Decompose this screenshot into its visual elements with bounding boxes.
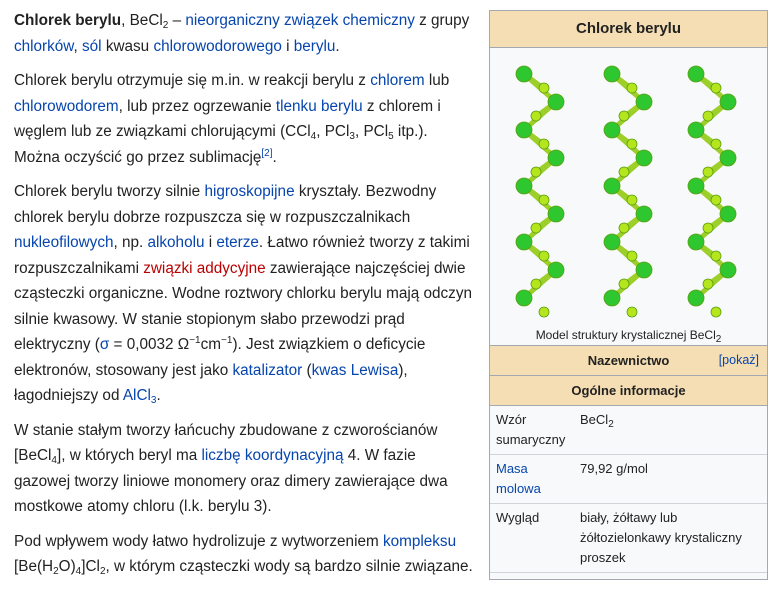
link-hydrochloric[interactable]: chlorowodorowego	[153, 37, 282, 55]
link-chlorides[interactable]: chlorków	[14, 37, 74, 55]
link-ether[interactable]: eterze	[216, 234, 259, 251]
link-hygroscopic[interactable]: higroskopijne	[204, 183, 295, 200]
link-salt[interactable]: sól	[82, 37, 102, 55]
link-complex[interactable]: kompleksu	[382, 532, 457, 550]
infobox	[489, 10, 768, 580]
link-hydrogen-chloride[interactable]: chlorowodorem	[14, 97, 119, 115]
link-chlorine[interactable]: chlorem	[370, 72, 425, 89]
section-general-header: Ogólne informacje	[490, 376, 767, 406]
paragraph-structure: W stanie stałym tworzy łańcuchy zbudowane z czworościanów [BeCl$_4$], w których beryl ma liczbę koordynacyjną 4. W fazie gazowej tworzy liniowe monomery oraz dimery zawierające dwa mostkowe atomy chloru (l.k. berylu 3).	[14, 421, 448, 515]
paragraph-intro: Chlorek berylu, BeCl$_2$ – nieorganiczny związek chemiczny z grupy chlorków, sól kwasu chlorowodorowego i berylu.	[14, 12, 470, 55]
link-sigma[interactable]: σ	[99, 336, 110, 353]
link-catalyst[interactable]: katalizator	[232, 361, 303, 379]
link-lewis-acid[interactable]: kwas Lewisa	[311, 361, 399, 379]
link-alcohol[interactable]: alkoholu	[147, 234, 205, 251]
article-title-bold: Chlorek berylu	[14, 12, 122, 29]
row-value: biały, żółtawy lub żółtozielonkawy krystaliczny proszek	[580, 510, 742, 565]
link-coordination-number[interactable]: liczbę koordynacyjną	[201, 447, 344, 464]
paragraph-synthesis: Chlorek berylu otrzymuje się m.in. w reakcji berylu z chlorem lub chlorowodorem, lub przez ogrzewanie tlenku berylu z chlorem i węglem lub ze związkami chlorującymi (CCl$_4$, PCl$_3$, PCl$_5$ itp.). Można oczyścić go przez sublimację[2].	[14, 72, 450, 166]
reference-link[interactable]: [2]	[261, 147, 273, 159]
link-molar-mass[interactable]: Masa molowa	[496, 461, 541, 496]
link-beryllium-oxide[interactable]: tlenku berylu	[275, 97, 363, 115]
infobox-row-appearance	[490, 504, 767, 573]
infobox-image	[490, 48, 767, 346]
image-caption: Model struktury krystalicznej BeCl$_2$	[535, 328, 722, 345]
paragraph-properties: Chlorek berylu tworzy silnie higroskopijne kryształy. Bezwodny chlorek berylu dobrze rozpuszcza się w rozpuszczalnikach nukleofilowych, np. alkoholu i eterze. Łatwo również tworzy z takimi rozpuszczalnikami związki addycyjne zawierające najczęściej dwie cząsteczki organiczne. Wodne roztwory chlorku berylu mają odczyn silnie kwasowy. W stanie stopionym słabo przewodzi prąd elektryczny (σ = 0,0032 $\Omega^{-1}cm^{-1}$). Jest związkiem o deficycie elektronów, stosowany jest jako katalizator (kwas Lewisa), łagodniejszy od AlCl$_3$.	[14, 183, 472, 406]
article-body	[14, 8, 476, 589]
infobox-title: Chlorek berylu	[490, 11, 767, 48]
row-value: BeCl$_2$	[580, 412, 614, 430]
infobox-row-molar-mass	[490, 455, 767, 504]
section-nomenclature-header: Nazewnictwo [pokaż]	[490, 346, 767, 376]
crystal-structure-image[interactable]	[500, 54, 758, 322]
infobox-row-formula	[490, 406, 767, 455]
link-inorganic-compound[interactable]: nieorganiczny związek chemiczny	[185, 12, 415, 29]
paragraph-hydrolysis: Pod wpływem wody łatwo hydrolizuje z wytworzeniem kompleksu $[Be(H_2O)_4]Cl_2$, w którym cząsteczki wody są bardzo silnie związane.	[14, 532, 473, 577]
link-nucleophilic[interactable]: nukleofilowych	[14, 234, 114, 251]
link-beryllium[interactable]: berylu	[293, 37, 336, 55]
row-label: Wzór sumaryczny	[496, 412, 566, 447]
show-toggle-link[interactable]: [pokaż]	[718, 353, 759, 367]
link-addition-compounds[interactable]: związki addycyjne	[143, 259, 266, 277]
link-alcl3[interactable]: AlCl$_3$	[122, 387, 157, 406]
row-label: Wygląd	[496, 510, 540, 525]
row-value: 79,92 g/mol	[580, 461, 648, 476]
formula: BeCl$_2$	[129, 12, 169, 31]
